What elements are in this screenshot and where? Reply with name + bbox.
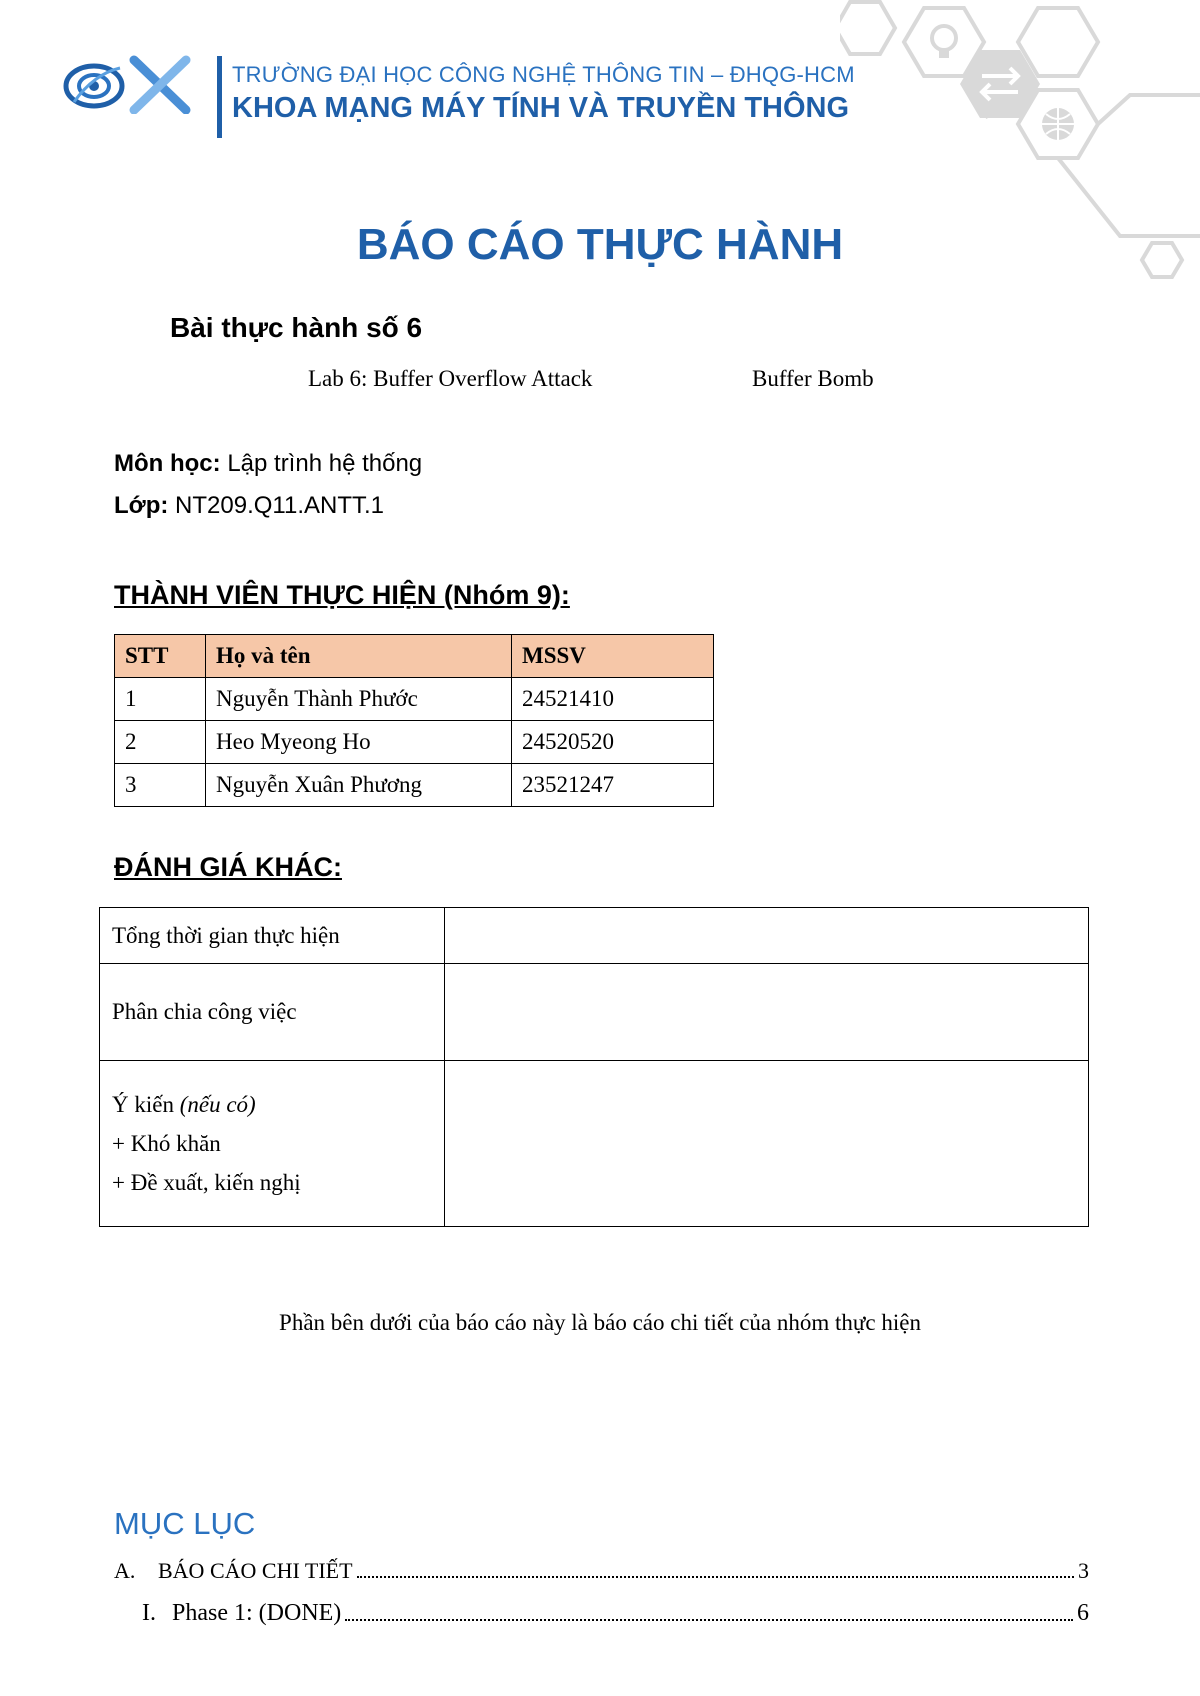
table-row	[100, 908, 1089, 964]
time-label: Tổng thời gian thực hiện	[100, 908, 445, 964]
division-value[interactable]	[445, 964, 1089, 1061]
toc-item-page: 6	[1077, 1600, 1089, 1626]
toc-title: MỤC LỤC	[114, 1506, 256, 1541]
opinion-label: Ý kiến	[112, 1092, 174, 1117]
uit-logo	[62, 54, 192, 114]
faculty-name: KHOA MẠNG MÁY TÍNH VÀ TRUYỀN THÔNG	[232, 92, 850, 124]
evaluation-table	[99, 907, 1089, 1227]
header-mssv: MSSV	[512, 635, 714, 678]
class-line	[114, 492, 384, 520]
members-heading: THÀNH VIÊN THỰC HIỆN (Nhóm 9):	[114, 580, 570, 610]
table-row	[115, 678, 714, 721]
course-value: Lập trình hệ thống	[227, 450, 423, 477]
cell-stt: 2	[115, 721, 206, 764]
toc-item[interactable]	[142, 1600, 1089, 1627]
lab-number: Bài thực hành số 6	[170, 312, 423, 343]
header-stt: STT	[115, 635, 206, 678]
cell-mssv: 24521410	[512, 678, 714, 721]
course-line	[114, 450, 422, 478]
detail-note: Phần bên dưới của báo cáo này là báo cáo chi tiết của nhóm thực hiện	[279, 1310, 921, 1335]
table-row	[115, 721, 714, 764]
opinion-cell	[100, 1061, 445, 1227]
cell-name: Heo Myeong Ho	[206, 721, 512, 764]
toc-item-number: I.	[142, 1600, 156, 1626]
cell-stt: 3	[115, 764, 206, 807]
cell-name: Nguyễn Xuân Phương	[206, 764, 512, 807]
toc-item-label: Phase 1: (DONE)	[172, 1600, 342, 1626]
cell-name: Nguyễn Thành Phước	[206, 678, 512, 721]
header-name: Họ và tên	[206, 635, 512, 678]
lab-subtitle-right: Buffer Bomb	[752, 366, 874, 391]
members-table	[114, 634, 714, 807]
eval-heading: ĐÁNH GIÁ KHÁC:	[114, 852, 342, 882]
lab-subtitle: Lab 6: Buffer Overflow Attack	[308, 366, 593, 391]
toc-leader	[357, 1576, 1074, 1578]
cell-mssv: 24520520	[512, 721, 714, 764]
toc-item-number: A.	[114, 1558, 136, 1583]
toc-item[interactable]	[114, 1558, 1089, 1584]
table-row	[100, 964, 1089, 1061]
toc-item-page: 3	[1078, 1558, 1089, 1583]
time-value[interactable]	[445, 908, 1089, 964]
toc-item-label: BÁO CÁO CHI TIẾT	[158, 1558, 353, 1583]
opinion-optional: (nếu có)	[179, 1092, 256, 1117]
class-label: Lớp:	[114, 492, 169, 519]
table-header-row	[115, 635, 714, 678]
table-row	[115, 764, 714, 807]
course-label: Môn học:	[114, 450, 221, 477]
class-value: NT209.Q11.ANTT.1	[175, 492, 385, 519]
opinion-value[interactable]	[445, 1061, 1089, 1227]
report-title: BÁO CÁO THỰC HÀNH	[356, 220, 844, 269]
header-divider	[217, 56, 222, 138]
university-name: TRƯỜNG ĐẠI HỌC CÔNG NGHỆ THÔNG TIN – ĐHQG-HCM	[232, 62, 855, 87]
opinion-line	[112, 1085, 432, 1124]
difficulty-label: + Khó khăn	[112, 1131, 221, 1156]
cell-stt: 1	[115, 678, 206, 721]
toc-leader	[345, 1619, 1073, 1621]
cell-mssv: 23521247	[512, 764, 714, 807]
table-row	[100, 1061, 1089, 1227]
division-label: Phân chia công việc	[100, 964, 445, 1061]
suggestion-label: + Đề xuất, kiến nghị	[112, 1170, 301, 1195]
